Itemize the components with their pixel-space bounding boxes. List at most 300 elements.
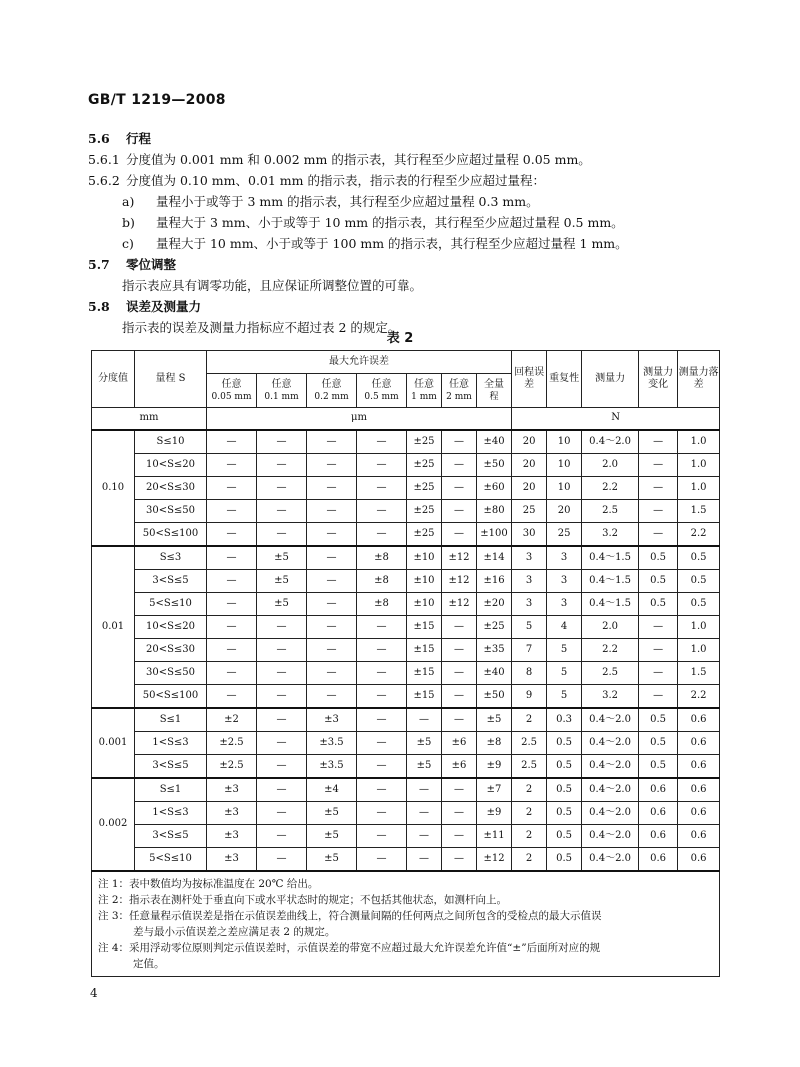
table-cell: ±25 [407,476,442,499]
table-cell: ±5 [407,731,442,754]
table-cell: — [442,778,477,802]
table-cell: 2.5 [582,499,639,522]
table-cell: — [639,661,678,684]
table-cell: 0.6 [678,801,720,824]
section-title: 零位调整 [126,257,177,272]
table-cell: 2 [512,801,547,824]
table-cell: 20 [512,476,547,499]
table-cell: — [257,661,307,684]
table-row [92,569,720,592]
table-cell: 0.5 [678,569,720,592]
note-line [98,924,713,940]
table-cell: ±8 [477,731,512,754]
table-cell: — [257,731,307,754]
sub-col-bottom: 程 [489,391,499,402]
table-cell: — [442,499,477,522]
table-cell: 0.5 [678,592,720,615]
note-label: 注 2： [98,893,130,906]
table-cell: 0.6 [639,847,678,871]
table-cell: 3 [547,569,582,592]
sub-col-bottom: 0.05 mm [211,391,252,402]
table-cell: — [207,476,257,499]
section-5-7-text: 指示表应具有调零功能，且应保证所调整位置的可靠。 [122,278,423,293]
table-cell: ±8 [357,569,407,592]
sub-col-bottom: 0.5 mm [364,391,399,402]
table-cell: 0.5 [639,754,678,778]
table-cell: — [357,522,407,546]
division-value: 0.01 [92,546,135,708]
unit-force: N [512,408,720,430]
table-cell: 25 [512,499,547,522]
table-cell: ±5 [257,592,307,615]
table-cell: ±20 [477,592,512,615]
table-cell: — [257,522,307,546]
table-cell: 3 [512,592,547,615]
table-cell: ±5 [477,708,512,732]
table-cell: ±3 [307,708,357,732]
table-cell: — [207,499,257,522]
table-row [92,499,720,522]
table-cell: ±2.5 [207,731,257,754]
table-cell: 0.5 [678,546,720,570]
table-cell: — [207,592,257,615]
range-cell: 5<S≤10 [135,847,207,871]
table-cell: 0.5 [639,708,678,732]
table-cell: — [357,778,407,802]
page-number: 4 [90,986,98,1000]
unit-range: mm [92,408,207,430]
table-cell: 5 [512,615,547,638]
table-cell: — [357,661,407,684]
table-row [92,824,720,847]
list-text: 量程小于或等于 3 mm 的指示表，其行程至少应超过量程 0.3 mm。 [156,194,539,209]
table-cell: ±10 [407,592,442,615]
table-cell: — [357,684,407,708]
table-cell: ±9 [477,801,512,824]
clause-text: 分度值为 0.10 mm、0.01 mm 的指示表，指示表的行程至少应超过量程： [126,173,545,188]
table-cell: 0.5 [639,592,678,615]
range-cell: 30<S≤50 [135,499,207,522]
table-title: 表 2 [386,331,414,346]
section-5-8-text: 指示表的误差及测量力指标应不超过表 2 的规定。 [122,320,401,335]
spec-table [91,350,720,977]
table-cell: ±2 [207,708,257,732]
table-cell: ±10 [407,569,442,592]
table-cell: ±14 [477,546,512,570]
table-cell: — [442,801,477,824]
sub-col-bottom: 1 mm [411,391,437,402]
table-cell: ±15 [407,638,442,661]
table-row [92,476,720,499]
table-cell: — [307,661,357,684]
table-cell: — [207,522,257,546]
table-cell: 0.4～2.0 [582,824,639,847]
table-cell: 0.6 [678,731,720,754]
table-cell: — [257,824,307,847]
table-cell: — [357,754,407,778]
table-cell: 20 [512,430,547,454]
range-cell: 20<S≤30 [135,476,207,499]
table-cell: — [257,778,307,802]
header-sub-col [477,374,512,408]
range-cell: 3<S≤5 [135,824,207,847]
table-cell: 2.2 [582,476,639,499]
table-cell: — [639,684,678,708]
table-cell: 2.0 [582,453,639,476]
list-mark: b) [122,215,135,230]
table-cell: ±3 [207,778,257,802]
division-value: 0.002 [92,778,135,871]
table-cell: ±25 [407,522,442,546]
header-repeatability: 重复性 [547,351,582,408]
table-cell: ±5 [307,847,357,871]
header-max-error: 最大允许误差 [207,351,512,374]
table-cell: ±12 [442,546,477,570]
table-cell: — [307,453,357,476]
table-cell: 0.6 [678,754,720,778]
table-cell: — [639,476,678,499]
table-cell: ±50 [477,684,512,708]
table-cell: 8 [512,661,547,684]
table-cell: 0.4～2.0 [582,801,639,824]
header-force-change: 测量力变化 [639,351,678,408]
table-cell: ±3 [207,801,257,824]
table-cell: 0.6 [678,847,720,871]
table-cell: 3.2 [582,684,639,708]
table-cell: 3 [547,592,582,615]
table-cell: ±40 [477,661,512,684]
table-cell: ±60 [477,476,512,499]
table-cell: — [307,476,357,499]
list-text: 量程大于 10 mm、小于或等于 100 mm 的指示表，其行程至少应超过量程 1 mm。 [156,236,628,251]
range-cell: S≤3 [135,546,207,570]
table-cell: 2.0 [582,615,639,638]
table-cell: ±12 [477,847,512,871]
table-cell: — [257,476,307,499]
note-label: 注 4： [98,941,130,954]
table-cell: 3.2 [582,522,639,546]
table-row [92,754,720,778]
table-cell: 0.5 [547,801,582,824]
table-cell: ±5 [257,546,307,570]
clause-number: 5.6.2 [88,173,120,188]
table-cell: ±3.5 [307,754,357,778]
table-cell: ±80 [477,499,512,522]
list-item-c [88,233,728,254]
table-cell: 2 [512,708,547,732]
table-cell: 0.5 [547,824,582,847]
table-cell: 0.4～2.0 [582,731,639,754]
table-cell: 0.5 [547,731,582,754]
table-cell: 20 [512,453,547,476]
table-cell: — [357,499,407,522]
note-text: 定值。 [133,957,165,970]
table-cell: ±3 [207,847,257,871]
note-text: 任意量程示值误差是指在示值误差曲线上，符合测量间隔的任何两点之间所包含的受检点的最大示值误 [129,909,602,922]
table-cell: 0.6 [639,778,678,802]
table-cell: 5 [547,638,582,661]
header-force-drop: 测量力落差 [678,351,720,408]
table-cell: — [639,615,678,638]
table-cell: — [639,638,678,661]
table-cell: ±5 [257,569,307,592]
table-cell: — [442,847,477,871]
body-text [88,128,728,338]
table-cell: — [257,430,307,454]
table-cell: — [257,453,307,476]
table-cell: ±25 [477,615,512,638]
table-cell: ±3.5 [307,731,357,754]
table-cell: — [639,453,678,476]
table-cell: 0.4～2.0 [582,754,639,778]
table-cell: — [307,430,357,454]
table-cell: 10 [547,453,582,476]
table-cell: ±9 [477,754,512,778]
table-cell: — [257,847,307,871]
list-mark: a) [122,194,135,209]
note-line [98,956,713,972]
table-row [92,731,720,754]
table-cell: — [442,430,477,454]
note-text: 差与最小示值误差之差应满足表 2 的规定。 [133,925,336,938]
table-cell: ±100 [477,522,512,546]
table-row [92,546,720,570]
table-row [92,661,720,684]
table-row [92,847,720,871]
range-cell: 1<S≤3 [135,801,207,824]
table-cell: — [639,430,678,454]
standard-number: GB/T 1219—2008 [88,92,226,108]
table-cell: 3 [512,569,547,592]
table-cell: ±50 [477,453,512,476]
header-sub-col [257,374,307,408]
sub-col-top: 任意 [271,378,292,390]
table-cell: — [257,708,307,732]
table-cell: 4 [547,615,582,638]
table-cell: ±5 [307,824,357,847]
sub-col-top: 任意 [321,378,342,390]
header-sub-col [307,374,357,408]
table-cell: 0.5 [639,569,678,592]
sub-col-top: 任意 [371,378,392,390]
table-cell: 0.6 [678,824,720,847]
table-cell: — [442,661,477,684]
header-force: 测量力 [582,351,639,408]
note-text: 指示表在测杆处于垂直向下或水平状态时的规定；不包括其他状态，如测杆向上。 [129,893,508,906]
table-cell: 0.4～2.0 [582,847,639,871]
division-value: 0.001 [92,708,135,778]
table-cell: 0.4～1.5 [582,546,639,570]
table-cell: 0.6 [639,801,678,824]
clause-text: 分度值为 0.001 mm 和 0.002 mm 的指示表，其行程至少应超过量程 0.05 mm。 [126,152,591,167]
table-cell: 2 [512,824,547,847]
table-cell: — [357,708,407,732]
table-cell: — [207,661,257,684]
table-cell: 2.5 [582,661,639,684]
table-cell: — [357,430,407,454]
table-cell: 10 [547,430,582,454]
list-item-b [88,212,728,233]
list-mark: c) [122,236,134,251]
table-cell: — [357,615,407,638]
range-cell: 10<S≤20 [135,453,207,476]
table-cell: ±5 [307,801,357,824]
table-cell: ±6 [442,731,477,754]
header-sub-col [407,374,442,408]
table-cell: — [639,499,678,522]
table-cell: — [207,453,257,476]
table-cell: ±2.5 [207,754,257,778]
table-cell: — [407,824,442,847]
table-row [92,778,720,802]
table-cell: — [442,824,477,847]
table-row [92,615,720,638]
table-cell: ±12 [442,569,477,592]
table-cell: — [307,522,357,546]
table-cell: — [442,638,477,661]
table-cell: 0.5 [547,847,582,871]
sub-col-top: 任意 [221,378,242,390]
table-cell: — [357,453,407,476]
section-number: 5.6 [88,131,110,146]
table-row [92,638,720,661]
range-cell: 10<S≤20 [135,615,207,638]
header-division: 分度值 [92,351,135,408]
table-cell: — [257,754,307,778]
table-cell: ±40 [477,430,512,454]
range-cell: S≤1 [135,708,207,732]
table-cell: 2 [512,778,547,802]
table-cell: 25 [547,522,582,546]
sub-col-top: 任意 [449,378,469,390]
division-value: 0.10 [92,430,135,546]
list-text: 量程大于 3 mm、小于或等于 10 mm 的指示表，其行程至少应超过量程 0.5 mm。 [156,215,624,230]
range-cell: 1<S≤3 [135,731,207,754]
table-cell: 7 [512,638,547,661]
clause-number: 5.6.1 [88,152,120,167]
table-cell: — [442,684,477,708]
range-cell: S≤1 [135,778,207,802]
table-cell: — [357,476,407,499]
table-cell: — [407,847,442,871]
range-cell: 30<S≤50 [135,661,207,684]
table-row [92,592,720,615]
section-title: 误差及测量力 [126,299,202,314]
list-item-a [88,191,728,212]
table-cell: 2.2 [678,684,720,708]
table-cell: ±8 [357,592,407,615]
table-cell: ±6 [442,754,477,778]
range-cell: 50<S≤100 [135,684,207,708]
header-return-error: 回程误差 [512,351,547,408]
table-cell: 0.4～1.5 [582,569,639,592]
table-cell: — [357,731,407,754]
sub-col-top: 任意 [414,378,434,390]
table-cell: ±15 [407,661,442,684]
table-cell: — [257,499,307,522]
table-cell: 1.0 [678,476,720,499]
table-cell: — [257,684,307,708]
table-cell: 10 [547,476,582,499]
table-cell: — [357,801,407,824]
table-cell: 0.6 [678,708,720,732]
table-cell: ±4 [307,778,357,802]
table-cell: 20 [547,499,582,522]
note-text: 表中数值均为按标准温度在 20℃ 给出。 [129,877,319,890]
table-cell: — [442,453,477,476]
table-cell: ±12 [442,592,477,615]
section-5-7-heading [88,254,728,275]
table-cell: — [207,638,257,661]
table-cell: 0.6 [678,778,720,802]
range-cell: 5<S≤10 [135,592,207,615]
section-5-6-1 [88,149,728,170]
header-sub-col [357,374,407,408]
note-line [98,940,713,956]
table-cell: — [442,615,477,638]
section-5-6-2 [88,170,728,191]
table-cell: ±7 [477,778,512,802]
section-number: 5.7 [88,257,110,272]
table-cell: 5 [547,661,582,684]
note-line [98,892,713,908]
sub-col-bottom: 2 mm [446,391,472,402]
table-cell: ±15 [407,615,442,638]
table-cell: — [307,569,357,592]
unit-error: μm [207,408,512,430]
table-cell: 1.0 [678,615,720,638]
table-cell: ±11 [477,824,512,847]
header-sub-col [207,374,257,408]
note-line [98,908,713,924]
range-cell: 3<S≤5 [135,569,207,592]
sub-col-bottom: 0.1 mm [264,391,299,402]
table-cell: — [407,778,442,802]
note-text: 采用浮动零位原则判定示值误差时，示值误差的带宽不应超过最大允许误差允许值“±”后面所对应的规 [129,941,601,954]
table-cell: 5 [547,684,582,708]
section-5-8-heading [88,296,728,317]
table-cell: 2.2 [678,522,720,546]
table-cell: — [639,522,678,546]
table-cell: — [207,615,257,638]
table-row [92,684,720,708]
table-cell: — [257,638,307,661]
table-cell: — [307,615,357,638]
note-label: 注 3： [98,909,130,922]
table-cell: ±3 [207,824,257,847]
table-cell: 2.5 [512,754,547,778]
table-cell: ±5 [407,754,442,778]
table-cell: 2.2 [582,638,639,661]
table-row [92,522,720,546]
table-cell: — [307,592,357,615]
section-5-6-heading [88,128,728,149]
table-cell: 3 [512,546,547,570]
table-cell: — [357,824,407,847]
table-cell: — [307,638,357,661]
table-cell: ±16 [477,569,512,592]
table-cell: — [257,615,307,638]
table-notes [92,871,720,977]
table-cell: 2 [512,847,547,871]
table-cell: 2.5 [512,731,547,754]
table-cell: 1.5 [678,499,720,522]
sub-col-bottom: 0.2 mm [314,391,349,402]
table-row [92,801,720,824]
table-row [92,453,720,476]
table-cell: 30 [512,522,547,546]
table-cell: ±10 [407,546,442,570]
